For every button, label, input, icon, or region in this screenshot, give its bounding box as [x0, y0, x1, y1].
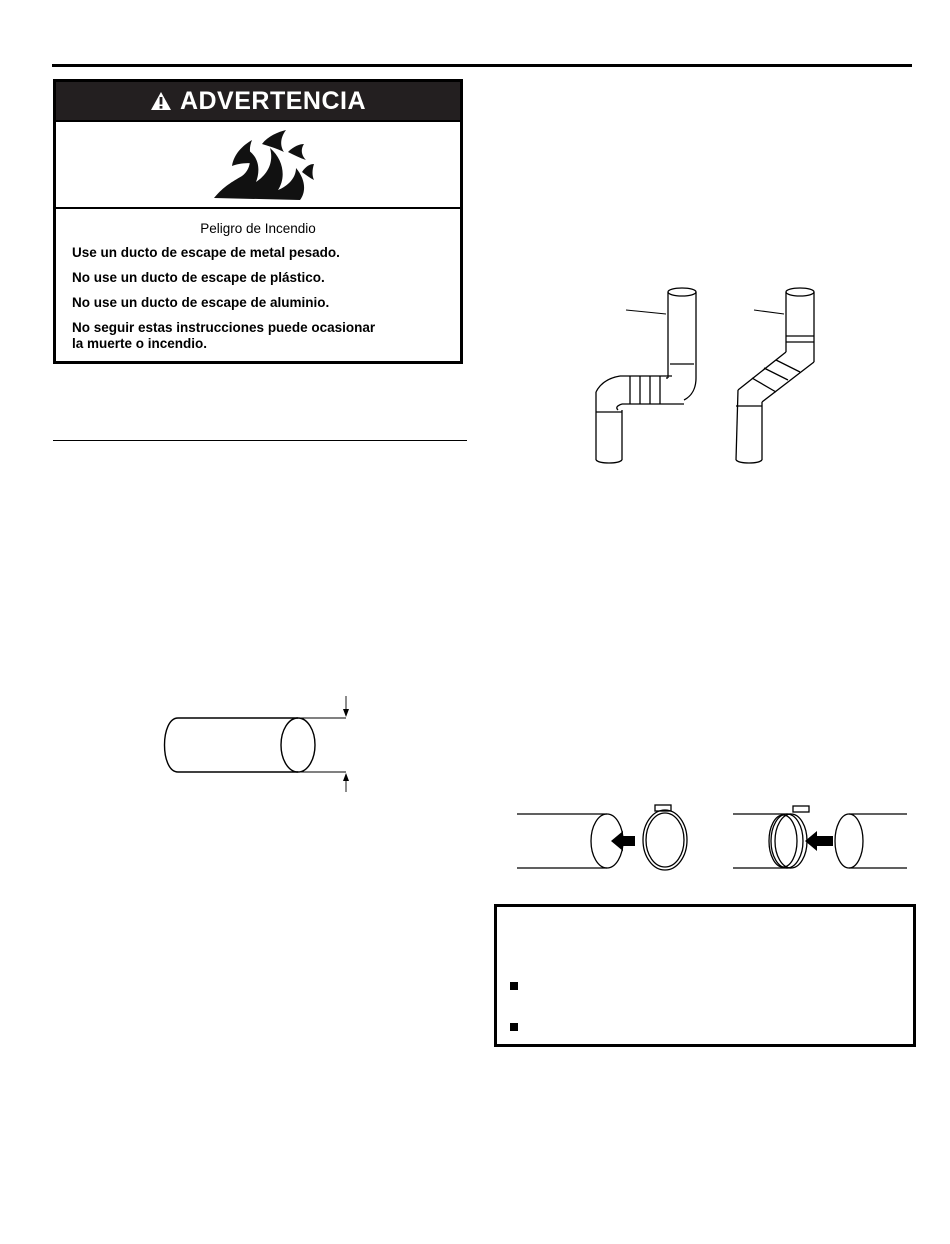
warning-triangle-icon [150, 91, 172, 111]
warning-line: No seguir estas instrucciones puede ocasionar [72, 320, 376, 335]
warning-text [56, 209, 460, 361]
warning-header [56, 82, 460, 122]
warning-line: Use un ducto de escape de metal pesado. [72, 245, 340, 260]
fire-icon [56, 122, 460, 207]
warning-pictogram-panel [56, 122, 460, 209]
square-bullet-icon [510, 1023, 518, 1031]
note-box [494, 904, 916, 1047]
section-divider [53, 440, 467, 441]
warning-line: No use un ducto de escape de plástico. [72, 270, 325, 285]
top-rule [52, 64, 912, 67]
warning-box [53, 79, 463, 364]
duct-diameter-diagram [150, 696, 370, 796]
warning-title: ADVERTENCIA [179, 86, 367, 115]
clamp-connection-diagram [515, 800, 915, 880]
warning-subtitle: Peligro de Incendio [200, 221, 316, 236]
warning-line: No use un ducto de escape de aluminio. [72, 295, 330, 310]
warning-line: la muerte o incendio. [72, 336, 208, 351]
elbow-duct-diagram [580, 280, 840, 470]
square-bullet-icon [510, 982, 518, 990]
